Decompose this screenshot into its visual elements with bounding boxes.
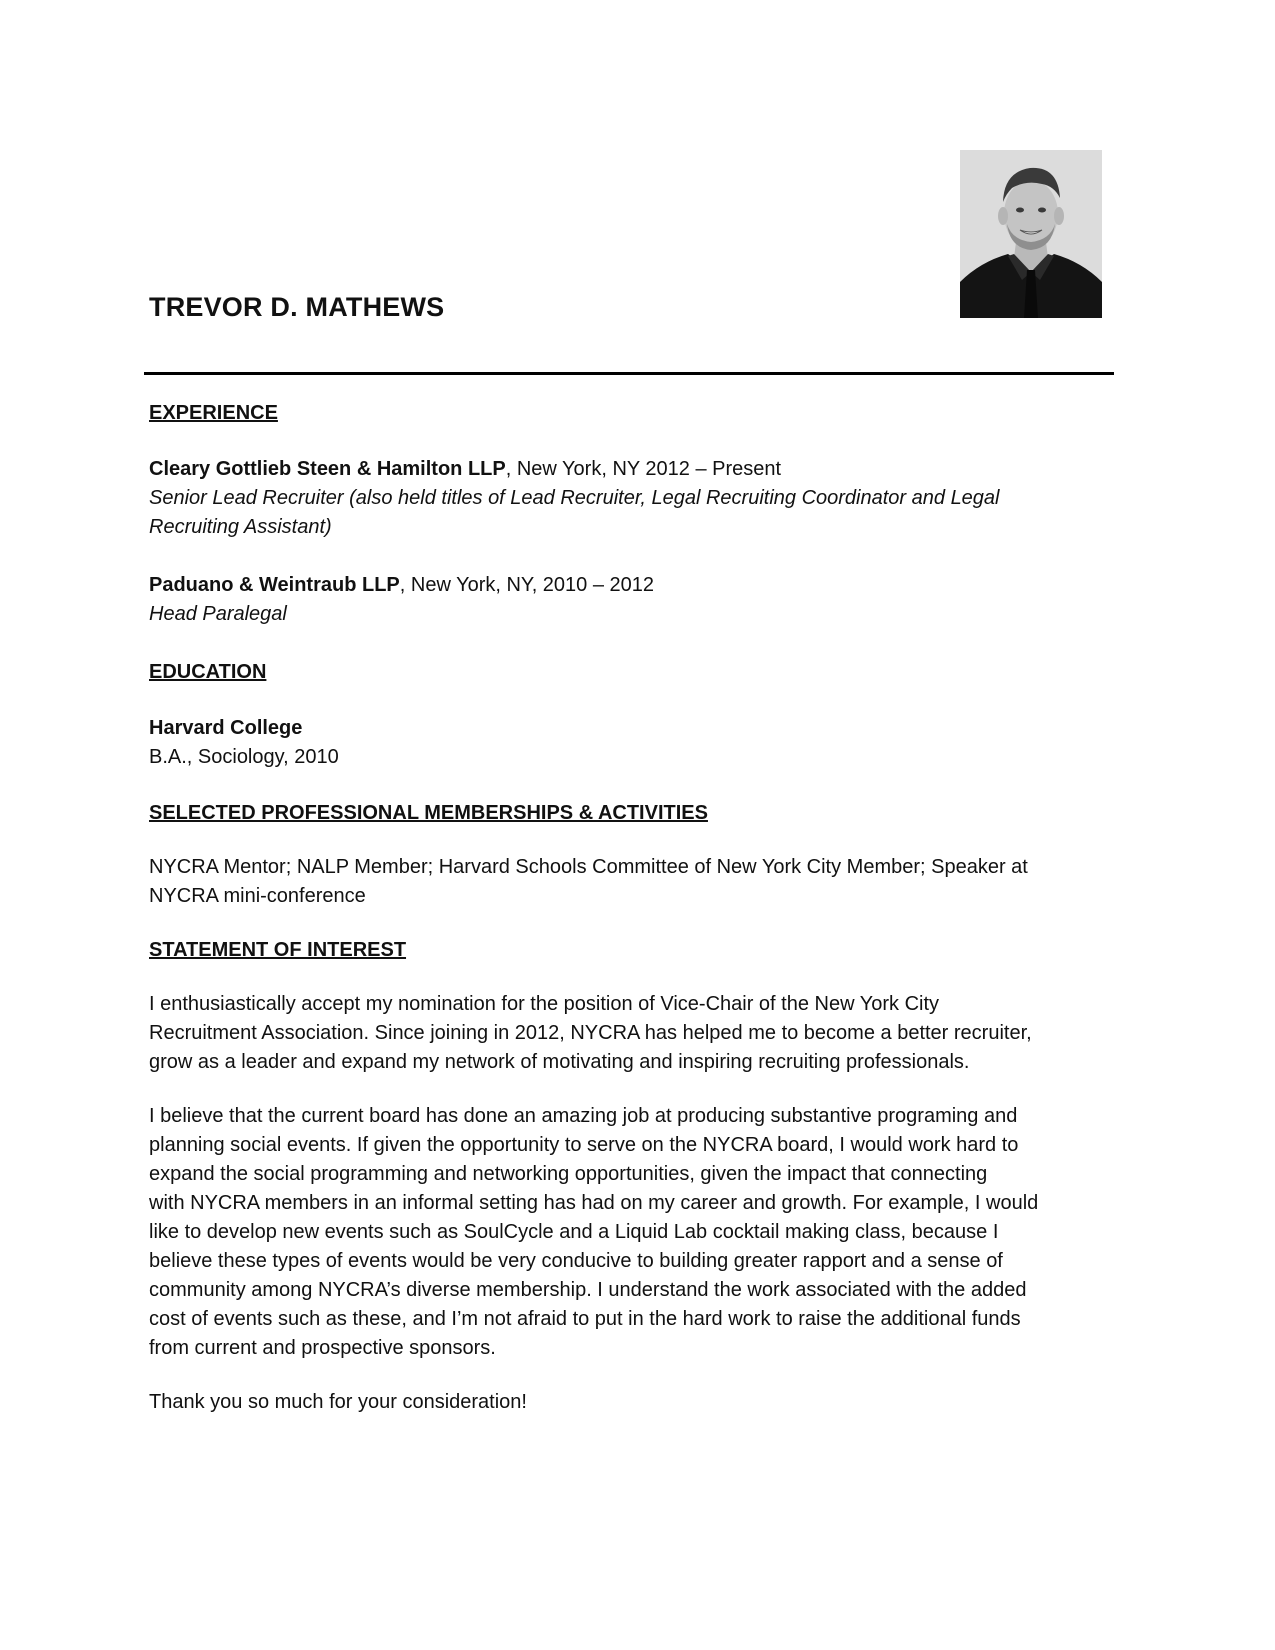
experience-entry bbox=[149, 455, 1109, 542]
statement-paragraph-2 bbox=[149, 1102, 1109, 1363]
experience-title-line: Recruiting Assistant) bbox=[149, 516, 332, 538]
statement-heading: STATEMENT OF INTEREST bbox=[149, 939, 407, 961]
statement-closing: Thank you so much for your consideration! bbox=[149, 1391, 527, 1413]
statement-line: expand the social programming and networking opportunities, given the impact that connecting bbox=[149, 1163, 988, 1185]
experience-entry bbox=[149, 571, 1109, 629]
candidate-name: TREVOR D. MATHEWS bbox=[149, 292, 445, 322]
memberships-line: NYCRA mini-conference bbox=[149, 885, 366, 907]
statement-line: I believe that the current board has done an amazing job at producing substantive programing and bbox=[149, 1105, 1018, 1127]
statement-line: planning social events. If given the opportunity to serve on the NYCRA board, I would work hard to bbox=[149, 1134, 1019, 1156]
statement-line: believe these types of events would be very conducive to building greater rapport and a sense of bbox=[149, 1250, 1003, 1272]
statement-line: community among NYCRA’s diverse membership. I understand the work associated with the added bbox=[149, 1279, 1027, 1301]
resume-body bbox=[149, 399, 1109, 1417]
education-heading: EDUCATION bbox=[149, 661, 267, 683]
experience-org-line bbox=[149, 571, 1109, 600]
statement-line: like to develop new events such as SoulCycle and a Liquid Lab cocktail making class, because I bbox=[149, 1221, 999, 1243]
education-school: Harvard College bbox=[149, 717, 303, 739]
experience-details: , New York, NY 2012 – Present bbox=[505, 458, 782, 480]
experience-title-line: Senior Lead Recruiter (also held titles of Lead Recruiter, Legal Recruiting Coordinator and Legal bbox=[149, 487, 1000, 509]
memberships-heading: SELECTED PROFESSIONAL MEMBERSHIPS & ACTIVITIES bbox=[149, 802, 708, 824]
statement-paragraph-1 bbox=[149, 990, 1109, 1077]
experience-org-line bbox=[149, 455, 1109, 484]
education-entry bbox=[149, 714, 1109, 772]
memberships-text bbox=[149, 853, 1109, 911]
header-divider bbox=[144, 372, 1114, 375]
experience-details: , New York, NY, 2010 – 2012 bbox=[399, 574, 655, 596]
memberships-line: NYCRA Mentor; NALP Member; Harvard Schools Committee of New York City Member; Speaker at bbox=[149, 856, 1028, 878]
statement-line: cost of events such as these, and I’m not afraid to put in the hard work to raise the additional funds bbox=[149, 1308, 1021, 1330]
statement-line: Recruitment Association. Since joining in 2012, NYCRA has helped me to become a better recruiter, bbox=[149, 1022, 1032, 1044]
experience-org: Paduano & Weintraub LLP bbox=[149, 574, 400, 596]
experience-title-line: Head Paralegal bbox=[149, 603, 287, 625]
experience-org: Cleary Gottlieb Steen & Hamilton LLP bbox=[149, 458, 506, 480]
experience-heading: EXPERIENCE bbox=[149, 402, 278, 424]
statement-line: grow as a leader and expand my network of motivating and inspiring recruiting professionals. bbox=[149, 1051, 970, 1073]
statement-line: I enthusiastically accept my nomination for the position of Vice-Chair of the New York City bbox=[149, 993, 940, 1015]
education-degree: B.A., Sociology, 2010 bbox=[149, 746, 339, 768]
statement-line: with NYCRA members in an informal setting has had on my career and growth. For example, I would bbox=[149, 1192, 1039, 1214]
statement-line: from current and prospective sponsors. bbox=[149, 1337, 496, 1359]
profile-photo bbox=[960, 150, 1102, 318]
